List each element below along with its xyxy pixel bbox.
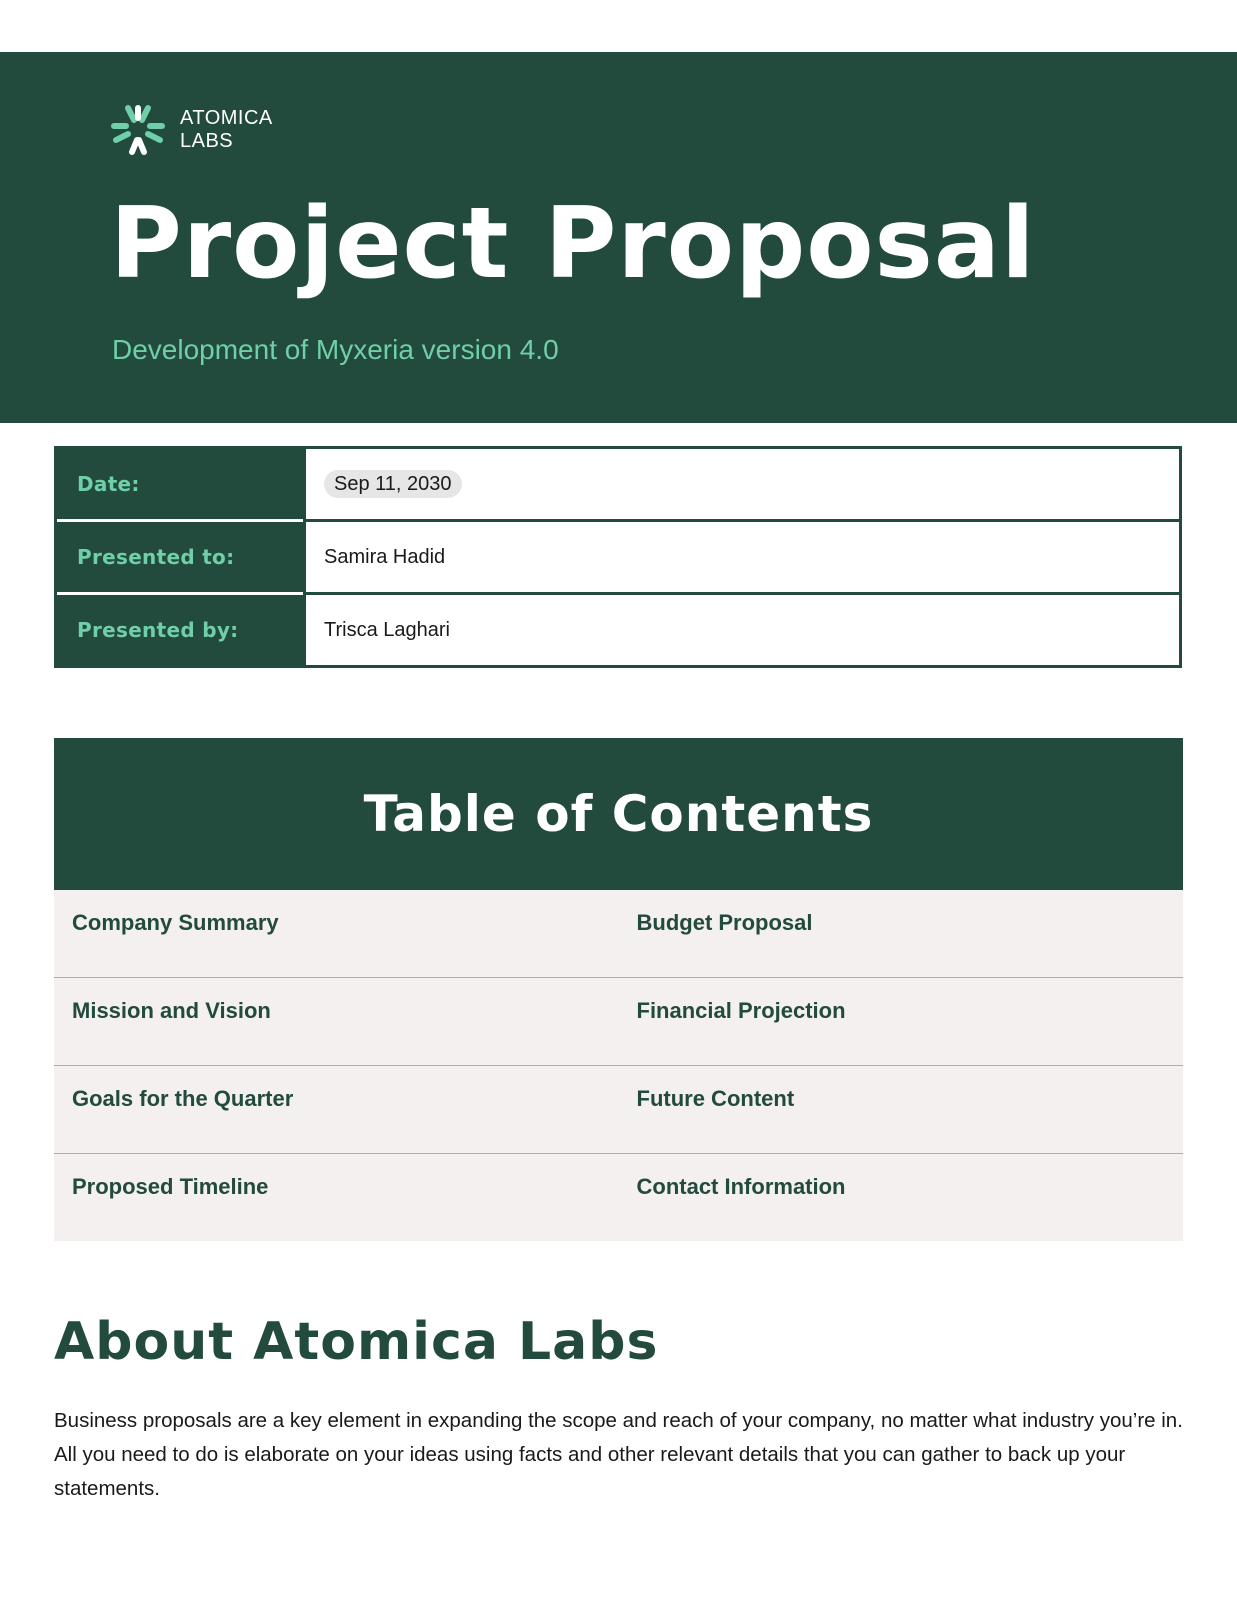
document-title: Project Proposal <box>110 187 1036 301</box>
toc-list <box>54 890 1183 1241</box>
toc-item[interactable]: Goals for the Quarter <box>72 1086 294 1111</box>
info-row-date <box>57 449 1179 519</box>
toc-row <box>54 1065 1183 1153</box>
document-subtitle: Development of Myxeria version 4.0 <box>112 334 559 365</box>
toc-item[interactable]: Financial Projection <box>636 998 846 1023</box>
proposal-details-table <box>54 446 1182 668</box>
toc-row <box>54 977 1183 1065</box>
toc-item[interactable]: Future Content <box>636 1086 795 1111</box>
info-label: Presented by: <box>57 595 303 665</box>
brand-name-line2: LABS <box>180 130 234 152</box>
toc-item[interactable]: Contact Information <box>636 1174 846 1199</box>
info-label: Presented to: <box>57 522 303 592</box>
toc-item[interactable]: Mission and Vision <box>72 998 271 1023</box>
brand-name <box>180 107 273 153</box>
toc-row <box>54 890 1183 977</box>
toc-title: Table of Contents <box>363 785 874 843</box>
info-label: Date: <box>57 449 303 519</box>
toc-header <box>54 738 1183 890</box>
toc-item[interactable]: Company Summary <box>72 910 279 935</box>
header-banner <box>0 52 1237 423</box>
info-row-presented-to <box>57 519 1179 592</box>
about-heading: About Atomica Labs <box>54 1312 659 1372</box>
toc-item[interactable]: Proposed Timeline <box>72 1174 269 1199</box>
info-value: Trisca Laghari <box>303 592 1179 665</box>
info-value-cell <box>303 449 1179 519</box>
brand-name-line1: ATOMICA <box>180 107 273 129</box>
brand-logo <box>110 102 273 158</box>
info-row-presented-by <box>57 592 1179 665</box>
toc-item[interactable]: Budget Proposal <box>636 910 813 935</box>
table-of-contents <box>54 738 1183 1241</box>
about-paragraph: Business proposals are a key element in expanding the scope and reach of your company, no matter what industry you’re in. All you need to do is elaborate on your ideas using facts and other relevant details that you can gather to back up your statements. <box>54 1409 1183 1500</box>
info-value: Samira Hadid <box>303 519 1179 592</box>
atomica-snowflake-logo-icon <box>110 102 166 158</box>
toc-row <box>54 1153 1183 1241</box>
date-chip[interactable]: Sep 11, 2030 <box>324 470 462 498</box>
